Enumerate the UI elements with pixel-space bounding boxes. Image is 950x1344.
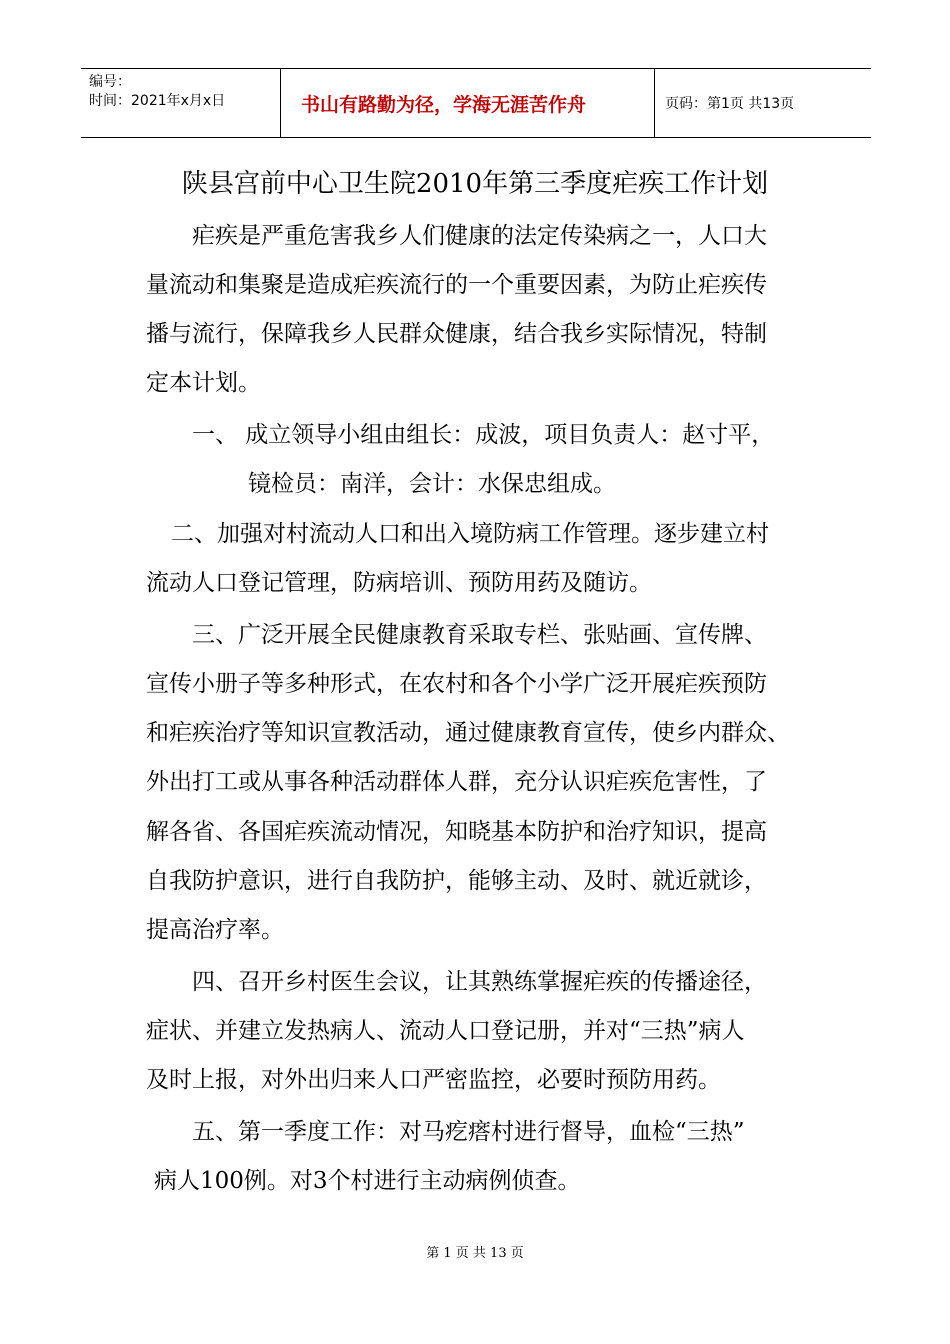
body-line: 宣传小册子等多种形式，在农村和各个小学广泛开展疟疾预防: [146, 671, 767, 697]
body-line: 及时上报，对外出归来人口严密监控，必要时预防用药。: [146, 1067, 721, 1093]
body-line: 流动人口登记管理，防病培训、预防用药及随访。: [146, 570, 652, 596]
section-heading-1: 一、 成立领导小组由组长：成波，项目负责人：赵寸平，: [192, 422, 775, 448]
body-line: 定本计划。: [146, 370, 261, 396]
body-line: 病人100例。对3个村进行主动病例侦查。: [154, 1168, 581, 1194]
body-line: 疟疾是严重危害我乡人们健康的法定传染病之一，人口大: [192, 223, 767, 249]
body-line: 外出打工或从事各种活动群体人群，充分认识疟疾危害性，了: [146, 769, 767, 795]
header-info-cell: [81, 69, 281, 137]
body-line: 提高治疗率。: [146, 917, 284, 943]
document-number-label: 编号：: [89, 74, 131, 90]
header-page-code: 页码：第1页 共13页: [665, 96, 795, 112]
body-line: 自我防护意识，进行自我防护，能够主动、及时、就近就诊，: [146, 868, 767, 894]
body-line: 和疟疾治疗等知识宣教活动，通过健康教育宣传，使乡内群众、: [146, 720, 790, 746]
section-heading-3: 三、广泛开展全民健康教育采取专栏、张贴画、宣传牌、: [192, 622, 767, 648]
page-footer: 第 1 页 共 13 页: [426, 1246, 524, 1261]
body-line: 症状、并建立发热病人、流动人口登记册，并对“三热”病人: [146, 1018, 745, 1044]
body-line: 量流动和集聚是造成疟疾流行的一个重要因素，为防止疟疾传: [146, 272, 767, 298]
document-time-label: 时间：2021年x月x日: [89, 93, 226, 109]
body-line: 镜检员：南洋，会计：水保忠组成。: [248, 471, 616, 497]
section-heading-5: 五、第一季度工作：对马疙瘩村进行督导，血检“三热”: [192, 1119, 745, 1145]
section-heading-2: 二、加强对村流动人口和出入境防病工作管理。逐步建立村: [171, 521, 769, 547]
document-title: 陕县宫前中心卫生院2010年第三季度疟疾工作计划: [181, 169, 769, 199]
header-table: [81, 68, 871, 138]
body-line: 解各省、各国疟疾流动情况，知晓基本防护和治疗知识，提高: [146, 819, 767, 845]
header-motto: 书山有路勤为径，学海无涯苦作舟: [281, 69, 655, 137]
section-heading-4: 四、召开乡村医生会议，让其熟练掌握疟疾的传播途径，: [192, 969, 767, 995]
body-line: 播与流行，保障我乡人民群众健康，结合我乡实际情况，特制: [146, 321, 767, 347]
